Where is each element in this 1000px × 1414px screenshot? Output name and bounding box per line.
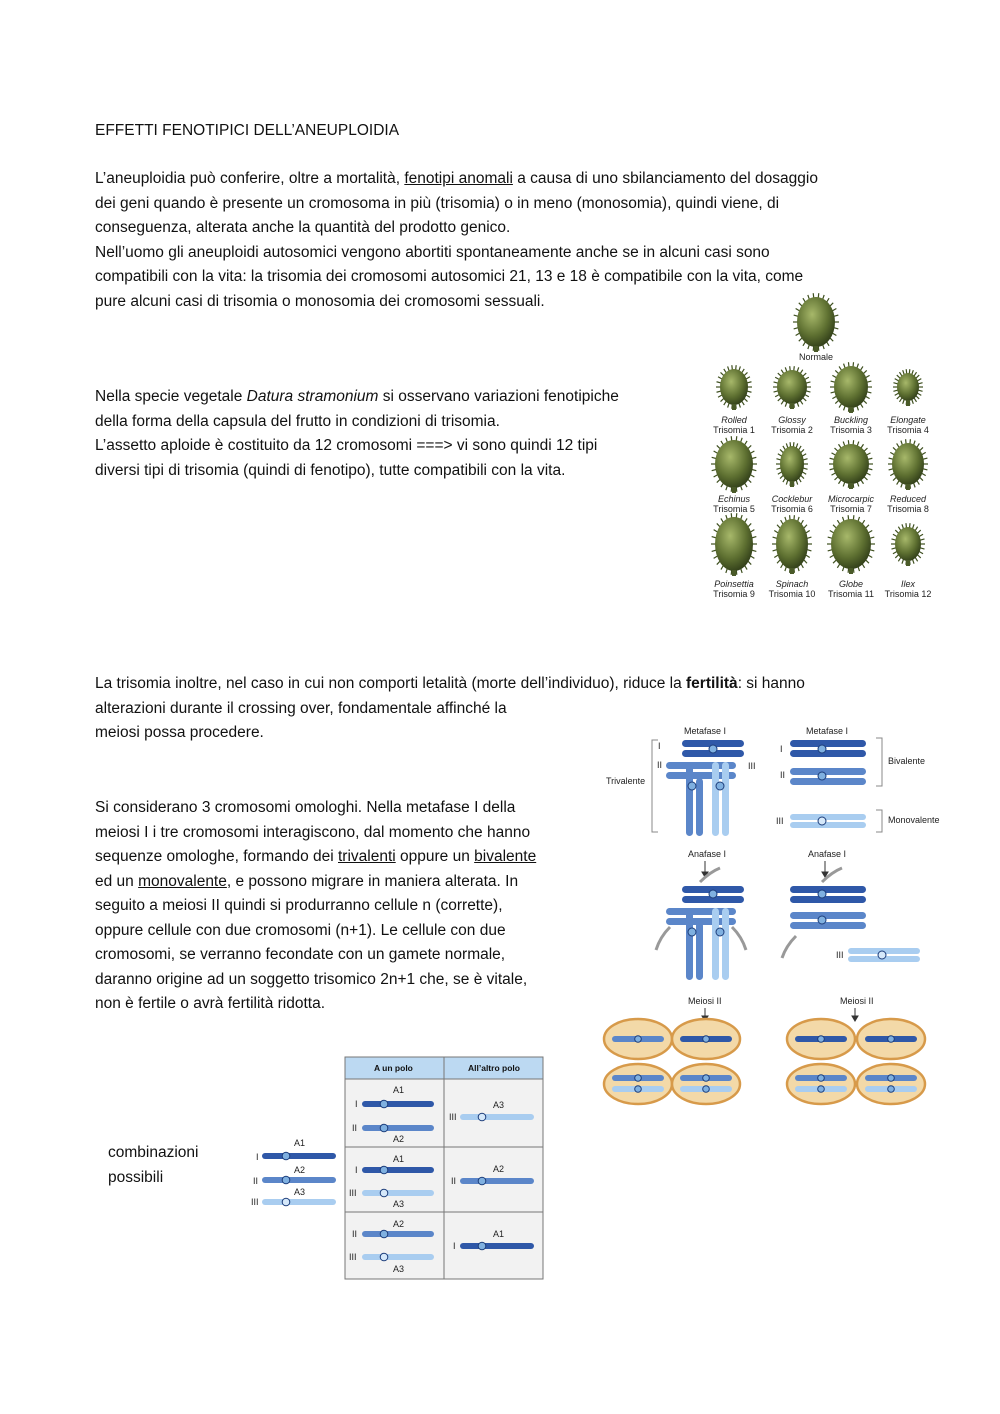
combinations-label: [108, 1141, 258, 1190]
gamete-cell: [604, 1064, 672, 1104]
capsule-trisomy: Trisomia 5: [713, 504, 755, 514]
capsule-name: Echinus: [717, 494, 751, 504]
bivalent-chromosomes: [790, 740, 866, 785]
bivalent-term: bivalente: [474, 848, 537, 865]
label-monovalente: Monovalente: [888, 815, 940, 825]
capsule-name: Elongate: [890, 415, 926, 425]
homologs-line-5: seguito a meiosi II quindi si produrranno cellule n (corrette),: [95, 897, 503, 914]
homologs-paragraph: [95, 796, 605, 1017]
intro-line-2: dei geni quando è presente un cromosoma in più (trisomia) o in meno (monosomia), quindi viene, di: [95, 194, 780, 212]
centromere: [703, 1036, 710, 1043]
capsule-name: Buckling: [833, 415, 869, 425]
capsule-name: Ilex: [900, 579, 916, 589]
centromere: [888, 1036, 895, 1043]
gamete-cell: [672, 1019, 740, 1059]
normal-capsule: [793, 293, 839, 352]
gamete-cell: [604, 1019, 672, 1059]
roman-label: III: [776, 816, 784, 826]
trisomy-capsule: [830, 362, 872, 413]
capsule-trisomy: Trisomia 7: [830, 504, 872, 514]
table-header-left: A un polo: [374, 1063, 413, 1073]
fertility-line-1: La trisomia inoltre, nel caso in cui non comporti letalità (morte dell’individuo), riduce la fertilità: si hanno: [95, 675, 805, 692]
capsule-trisomy: Trisomia 11: [827, 589, 875, 599]
chrom-label-a1: A1: [393, 1154, 405, 1164]
capsule-name: Reduced: [889, 494, 927, 504]
label-meiosi-right: Meiosi II: [840, 996, 874, 1006]
gamete-cell: [787, 1019, 855, 1059]
datura-paragraph: [95, 385, 685, 483]
combinations-label-line-2: possibili: [108, 1168, 164, 1186]
gamete-cell: [857, 1064, 925, 1104]
trisomy-capsule: [829, 440, 873, 489]
table-header-right: All’altro polo: [468, 1063, 520, 1073]
homologs-line-2: meiosi I i tre cromosomi interagiscono, dal momento che hanno: [95, 823, 531, 841]
fertility-keyword: fertilità: [686, 675, 738, 692]
trivalent-chromosomes: [666, 740, 744, 836]
roman-label: II: [253, 1176, 259, 1186]
homologs-line-8: daranno origine ad un soggetto trisomico 2n+1 che, se è vitale,: [95, 970, 528, 988]
species-name: Datura stramonium: [246, 388, 379, 405]
capsule-trisomy: Trisomia 9: [713, 589, 755, 599]
chrom-label-a1: A1: [493, 1229, 505, 1239]
trivalent-bracket: [652, 740, 658, 832]
intro-line-1: L’aneuploidia può conferire, oltre a mortalità, fenotipi anomali a causa di uno sbilanciamento del dosaggio: [95, 170, 818, 187]
fertility-line-2: alterazioni durante il crossing over, fondamentale affinché la: [95, 699, 507, 717]
centromere: [635, 1075, 642, 1082]
roman-label: II: [352, 1229, 358, 1239]
trisomy-capsule: [773, 366, 811, 409]
combinations-figure: [248, 1055, 548, 1283]
datura-capsule-figure: [700, 292, 950, 604]
label-metafase-right: Metafase I: [806, 726, 849, 736]
capsule-trisomy: Trisomia 4: [887, 425, 929, 435]
centromere: [703, 1086, 710, 1093]
gamete-cell: [787, 1064, 855, 1104]
trisomy-capsule: [888, 439, 928, 490]
capsule-name: Cocklebur: [771, 494, 813, 504]
capsule-trisomy: Trisomia 10: [768, 589, 816, 599]
centromere: [888, 1086, 895, 1093]
capsule-name: Spinach: [775, 579, 809, 589]
chrom-label-a1: A1: [393, 1085, 405, 1095]
centromere: [635, 1086, 642, 1093]
monovalent-term: monovalente: [138, 872, 227, 890]
intro-line-6: pure alcuni casi di trisomia o monosomia dei cromosomi sessuali.: [95, 292, 545, 310]
trisomy-capsule: [716, 365, 752, 410]
capsule-name: Microcarpic: [827, 494, 875, 504]
trisomy-capsule: [772, 515, 812, 574]
roman-label: I: [453, 1241, 456, 1251]
trisomy-capsule: [711, 436, 757, 493]
capsule-name: Poinsettia: [714, 579, 754, 589]
capsule-name: Rolled: [721, 415, 747, 425]
capsule-label: Normale: [798, 352, 834, 362]
chrom-label-a3: A3: [493, 1100, 505, 1110]
label-trivalente: Trivalente: [606, 776, 646, 786]
chrom-label-a2: A2: [294, 1165, 306, 1175]
gamete-cell: [857, 1019, 925, 1059]
datura-line-3: L’assetto aploide è costituito da 12 cromosomi ===> vi sono quindi 12 tipi: [95, 437, 598, 454]
page-title: EFFETTI FENOTIPICI DELL’ANEUPLOIDIA: [95, 122, 400, 139]
capsule-trisomy: Trisomia 2: [771, 425, 813, 435]
chrom-label-a3: A3: [294, 1187, 306, 1197]
centromere: [635, 1036, 642, 1043]
intro-line-3: conseguenza, alterata anche la quantità del prodotto genico.: [95, 219, 511, 236]
label-metafase-left: Metafase I: [684, 726, 727, 736]
chrom-label-a2: A2: [493, 1164, 505, 1174]
capsule-trisomy: Trisomia 3: [830, 425, 872, 435]
chrom-label-a2: A2: [393, 1134, 405, 1144]
intro-line-5: compatibili con la vita: la trisomia dei cromosomi autosomici 21, 13 e 18 è compatibile con la vita, come: [95, 268, 804, 285]
anaphase-right-chromosomes: [790, 886, 920, 962]
capsule-trisomy: Trisomia 1: [713, 425, 755, 435]
combinations-table: [345, 1057, 543, 1279]
centromere: [703, 1075, 710, 1082]
chrom-label-a2: A2: [393, 1219, 405, 1229]
chrom-label-a3: A3: [393, 1199, 405, 1209]
roman-label: III: [349, 1252, 357, 1262]
homologs-line-3: sequenze omologhe, formando dei trivalenti oppure un bivalente: [95, 848, 537, 865]
roman-label: II: [352, 1123, 358, 1133]
label-anafase-right: Anafase I: [808, 849, 847, 859]
combinations-label-line-1: combinazioni: [108, 1144, 199, 1161]
trisomy-capsule: [827, 515, 875, 574]
trisomy-capsule: [893, 369, 923, 406]
chrom-label-a3: A3: [393, 1264, 405, 1274]
centromere: [888, 1075, 895, 1082]
roman-label: III: [349, 1188, 357, 1198]
homologs-line-9: non è fertile o avrà fertilità ridotta.: [95, 995, 326, 1012]
label-meiosi-left: Meiosi II: [688, 996, 722, 1006]
roman-label: II: [780, 770, 786, 780]
capsule-trisomy: Trisomia 12: [884, 589, 932, 599]
gamete-cell: [672, 1064, 740, 1104]
centromere: [818, 1036, 825, 1043]
bivalent-bracket: [876, 738, 882, 786]
roman-label: III: [836, 950, 844, 960]
roman-label: I: [256, 1152, 259, 1162]
capsule-name: Globe: [838, 579, 864, 589]
roman-label: I: [780, 744, 783, 754]
roman-label: III: [251, 1197, 259, 1207]
monovalent-chromosome: [790, 814, 866, 828]
roman-label: II: [657, 760, 663, 770]
homologs-line-7: cromosomi, se verranno fecondate con un gamete normale,: [95, 946, 506, 963]
roman-label: III: [449, 1112, 457, 1122]
meiosis-figure: [600, 722, 950, 1107]
monovalent-bracket: [876, 810, 882, 832]
capsule-name: Glossy: [778, 415, 806, 425]
datura-line-2: della forma della capsula del frutto in condizioni di trisomia.: [95, 412, 500, 430]
trisomy-capsule: [711, 513, 757, 576]
intro-line-4: Nell’uomo gli aneuploidi autosomici vengono abortiti spontaneamente anche se in alcuni casi sono: [95, 243, 770, 261]
trisomy-capsule: [891, 523, 925, 566]
fertility-line-3: meiosi possa procedere.: [95, 724, 264, 741]
datura-line-1: Nella specie vegetale Datura stramonium si osservano variazioni fenotipiche: [95, 388, 619, 405]
homologs-line-1: Si considerano 3 cromosomi omologhi. Nella metafase I della: [95, 799, 516, 816]
capsule-trisomy: Trisomia 8: [887, 504, 929, 514]
homologs-line-6: oppure cellule con due cromosomi (n+1). Le cellule con due: [95, 921, 506, 939]
centromere: [818, 1086, 825, 1093]
label-anafase-left: Anafase I: [688, 849, 727, 859]
roman-label: I: [658, 741, 661, 751]
gamete-cells: [604, 1019, 925, 1104]
homologs-line-4: ed un monovalente, e possono migrare in maniera alterata. In: [95, 872, 519, 890]
trisomy-capsule: [776, 442, 808, 487]
trivalent-term: trivalenti: [338, 848, 396, 865]
centromere: [818, 1075, 825, 1082]
roman-label: II: [451, 1176, 457, 1186]
roman-label: III: [748, 761, 756, 771]
phenotype-link-text: fenotipi anomali: [404, 170, 513, 187]
anaphase-left-chromosomes: [666, 886, 744, 980]
chrom-label-a1: A1: [294, 1138, 306, 1148]
datura-line-4: diversi tipi di trisomia (quindi di fenotipo), tutte compatibili con la vita.: [95, 461, 566, 479]
roman-label: I: [355, 1099, 358, 1109]
capsule-trisomy: Trisomia 6: [771, 504, 813, 514]
roman-label: I: [355, 1165, 358, 1175]
label-bivalente: Bivalente: [888, 756, 926, 766]
